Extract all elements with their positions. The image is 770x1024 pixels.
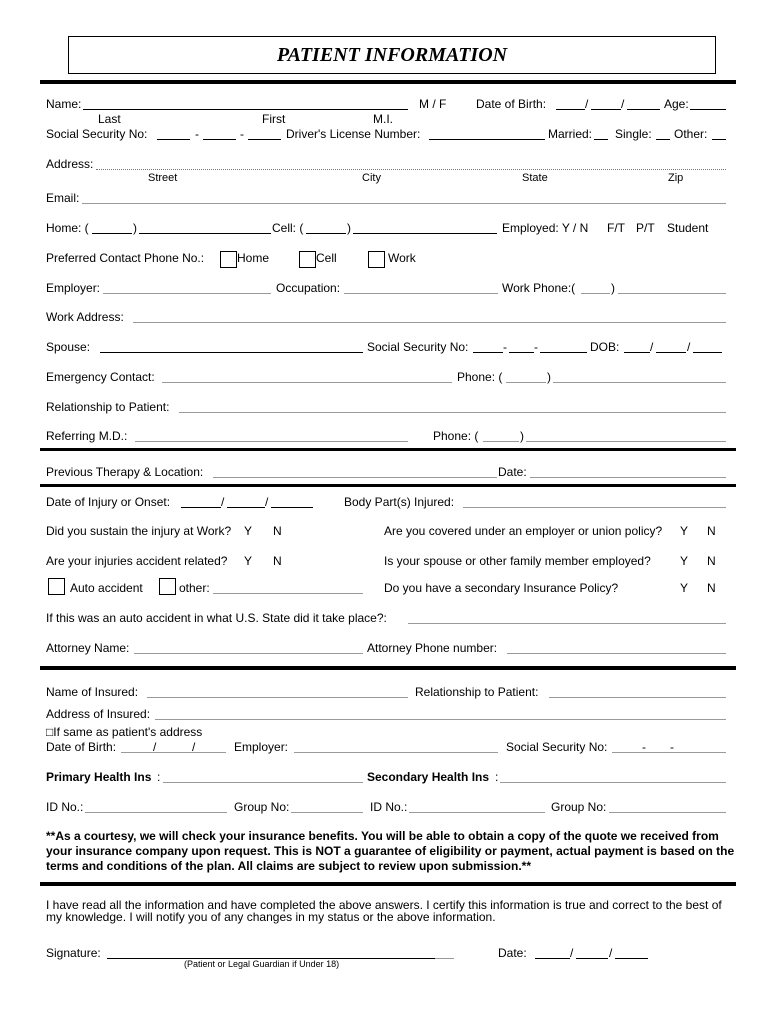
home-phone-field[interactable] — [139, 233, 271, 234]
auto-accident-label: Auto accident — [70, 581, 143, 595]
spouse-ssn-1[interactable] — [473, 352, 503, 353]
ssn-dash: - — [642, 740, 646, 754]
secondary-id-label: ID No.: — [370, 800, 408, 814]
referring-phone-field[interactable] — [526, 441, 726, 442]
married-field[interactable] — [594, 139, 608, 140]
full-time-option[interactable]: F/T — [607, 221, 625, 235]
home-checkbox[interactable] — [220, 251, 237, 268]
cell-checkbox[interactable] — [299, 251, 316, 268]
employer-field[interactable] — [103, 293, 271, 294]
spouse-ssn-3[interactable] — [540, 352, 587, 353]
attorney-phone-label: Attorney Phone number: — [367, 641, 498, 655]
dob-slash: / — [192, 740, 196, 754]
accident-yes[interactable]: Y — [244, 554, 253, 568]
insured-address-label: Address of Insured: — [46, 707, 151, 721]
section-divider — [40, 448, 736, 451]
colon: : — [495, 770, 499, 784]
secondary-policy-yes[interactable]: Y — [680, 581, 689, 595]
work-area-code-field[interactable] — [581, 293, 610, 294]
body-parts-label: Body Part(s) Injured: — [344, 495, 455, 509]
other-accident-checkbox[interactable] — [159, 578, 176, 595]
dob-slash: / — [153, 740, 157, 754]
secondary-id-field[interactable] — [409, 812, 545, 813]
therapy-date-label: Date: — [498, 465, 527, 479]
relationship-field[interactable] — [179, 412, 726, 413]
section-divider — [40, 80, 736, 84]
primary-group-label: Group No: — [234, 800, 290, 814]
married-label: Married: — [548, 127, 593, 141]
email-label: Email: — [46, 191, 80, 205]
mi-caption: M.I. — [373, 112, 393, 126]
signature-month-field[interactable] — [535, 958, 570, 959]
home-phone-label: Home: ( — [46, 221, 89, 235]
attorney-name-label: Attorney Name: — [46, 641, 130, 655]
address-label: Address: — [46, 157, 94, 171]
paren: ) — [133, 221, 137, 235]
paren: ) — [520, 429, 524, 443]
zip-caption: Zip — [668, 172, 684, 184]
ssn-field-2[interactable] — [203, 139, 236, 140]
dob-day-field[interactable] — [591, 109, 621, 110]
other-label: Other: — [674, 127, 708, 141]
injury-month-field[interactable] — [181, 507, 221, 508]
work-injury-question: Did you sustain the injury at Work? — [46, 524, 232, 538]
page-title: PATIENT INFORMATION — [276, 44, 508, 66]
body-parts-field[interactable] — [463, 507, 726, 508]
address-field[interactable] — [96, 169, 726, 170]
dob-label: Date of Birth: — [476, 97, 547, 111]
signature-note: (Patient or Legal Guardian if Under 18) — [184, 959, 340, 969]
insured-name-label: Name of Insured: — [46, 685, 139, 699]
ssn-field-3[interactable] — [248, 139, 281, 140]
insured-employer-field[interactable] — [294, 752, 498, 753]
emergency-contact-field[interactable] — [162, 382, 452, 383]
injury-day-field[interactable] — [227, 507, 265, 508]
certification-statement: I have read all the information and have completed the above answers. I certify this information is true and correct to the best of my knowledge. I will notify you of any changes in my status or the above information. — [46, 898, 722, 924]
ssn-dash: - — [670, 740, 674, 754]
license-label: Driver's License Number: — [286, 127, 421, 141]
preferred-contact-label: Preferred Contact Phone No.: — [46, 251, 205, 265]
secondary-policy-question: Do you have a secondary Insurance Policy? — [384, 581, 619, 595]
state-caption: State — [522, 172, 548, 184]
relationship-label: Relationship to Patient: — [46, 400, 170, 414]
section-divider — [40, 882, 736, 886]
signature-label: Signature: — [46, 946, 101, 960]
employer-policy-question: Are you covered under an employer or union policy? — [384, 524, 663, 538]
name-field[interactable] — [83, 109, 408, 110]
home-area-code-field[interactable] — [92, 233, 132, 234]
insured-employer-label: Employer: — [234, 740, 289, 754]
emergency-phone-field[interactable] — [553, 382, 726, 383]
age-field[interactable] — [690, 109, 726, 110]
primary-id-field[interactable] — [85, 812, 227, 813]
spouse-ssn-2[interactable] — [509, 352, 534, 353]
part-time-option[interactable]: P/T — [636, 221, 655, 235]
cell-phone-field[interactable] — [353, 233, 497, 234]
single-label: Single: — [615, 127, 652, 141]
secondary-policy-no[interactable]: N — [707, 581, 716, 595]
referring-md-label: Referring M.D.: — [46, 429, 128, 443]
secondary-ins-label: Secondary Health Ins — [367, 770, 490, 784]
therapy-field[interactable] — [213, 477, 497, 478]
therapy-date-field[interactable] — [530, 477, 726, 478]
insured-dob-field[interactable] — [121, 752, 226, 753]
spouse-employed-yes[interactable]: Y — [680, 554, 689, 568]
work-address-field[interactable] — [133, 322, 726, 323]
emergency-contact-label: Emergency Contact: — [46, 370, 155, 384]
signature-year-field[interactable] — [615, 958, 648, 959]
other-accident-label: other: — [179, 581, 210, 595]
license-field[interactable] — [429, 139, 545, 140]
employed-label: Employed: Y / N — [502, 221, 589, 235]
courtesy-notice: **As a courtesy, we will check your insurance benefits. You will be able to obtain a copy of the quote we received from your insurance company upon request. This is NOT a guarantee of eligibility or payment, actual payment is based on the terms and conditions of the plan. All claims are subject to review upon submission.** — [46, 829, 735, 873]
attorney-name-field[interactable] — [134, 653, 363, 654]
work-injury-yes[interactable]: Y — [244, 524, 253, 538]
referring-area-code-field[interactable] — [483, 441, 519, 442]
paren: ) — [547, 370, 551, 384]
signature-date-label: Date: — [498, 946, 527, 960]
secondary-group-field[interactable] — [609, 812, 726, 813]
employer-label: Employer: — [46, 281, 101, 295]
insured-relationship-field[interactable] — [549, 697, 726, 698]
work-phone-label: Work Phone:( — [502, 281, 576, 295]
dob-month-field[interactable] — [556, 109, 585, 110]
spouse-label: Spouse: — [46, 340, 91, 354]
spouse-dob-label: DOB: — [590, 340, 620, 354]
primary-group-field[interactable] — [291, 812, 363, 813]
employer-policy-no[interactable]: N — [707, 524, 716, 538]
colon: : — [157, 770, 161, 784]
signature-field-tail — [435, 958, 454, 959]
paren: ) — [347, 221, 351, 235]
referring-phone-label: Phone: ( — [433, 429, 479, 443]
ssn-field-1[interactable] — [157, 139, 190, 140]
ssn-dash: - — [240, 127, 244, 141]
injury-date-label: Date of Injury or Onset: — [46, 495, 171, 509]
insured-name-field[interactable] — [147, 697, 408, 698]
cell-phone-label: Cell: ( — [272, 221, 304, 235]
other-accident-field[interactable] — [213, 593, 363, 594]
therapy-label: Previous Therapy & Location: — [46, 465, 204, 479]
accident-no[interactable]: N — [273, 554, 282, 568]
spouse-employed-question: Is your spouse or other family member employed? — [384, 554, 651, 568]
work-phone-field[interactable] — [618, 293, 726, 294]
spouse-dob-month[interactable] — [624, 352, 650, 353]
spouse-dob-day[interactable] — [656, 352, 686, 353]
age-label: Age: — [664, 97, 689, 111]
dob-year-field[interactable] — [627, 109, 660, 110]
primary-ins-label: Primary Health Ins — [46, 770, 152, 784]
work-injury-no[interactable]: N — [273, 524, 282, 538]
cell-option-label: Cell — [316, 251, 337, 265]
email-field[interactable] — [82, 203, 726, 204]
accident-state-question: If this was an auto accident in what U.S. State did it take place?: — [46, 611, 387, 625]
injury-year-field[interactable] — [271, 507, 313, 508]
work-option-label: Work — [388, 251, 416, 265]
insured-relationship-label: Relationship to Patient: — [415, 685, 539, 699]
secondary-ins-field[interactable] — [500, 782, 726, 783]
insured-dob-label: Date of Birth: — [46, 740, 117, 754]
paren: ) — [611, 281, 615, 295]
sex-label: M / F — [419, 97, 447, 111]
student-option[interactable]: Student — [667, 221, 709, 235]
accident-question: Are your injuries accident related? — [46, 554, 228, 568]
secondary-group-label: Group No: — [551, 800, 607, 814]
signature-day-field[interactable] — [576, 958, 608, 959]
insured-address-field[interactable] — [155, 719, 726, 720]
spouse-dob-year[interactable] — [693, 352, 722, 353]
spouse-ssn-label: Social Security No: — [367, 340, 469, 354]
home-option-label: Home — [237, 251, 270, 265]
single-field[interactable] — [656, 139, 670, 140]
section-divider — [40, 666, 736, 670]
cell-area-code-field[interactable] — [306, 233, 346, 234]
occupation-field[interactable] — [344, 293, 498, 294]
work-address-label: Work Address: — [46, 310, 124, 324]
spouse-employed-no[interactable]: N — [707, 554, 716, 568]
auto-accident-checkbox[interactable] — [48, 578, 65, 595]
primary-id-label: ID No.: — [46, 800, 84, 814]
insured-ssn-field[interactable] — [612, 752, 726, 753]
spouse-field[interactable] — [100, 352, 363, 353]
occupation-label: Occupation: — [276, 281, 341, 295]
name-label: Name: — [46, 97, 82, 111]
same-address-checkbox[interactable]: □If same as patient's address — [46, 725, 203, 739]
insured-ssn-label: Social Security No: — [506, 740, 608, 754]
referring-md-field[interactable] — [135, 441, 408, 442]
emergency-area-code-field[interactable] — [506, 382, 546, 383]
work-checkbox[interactable] — [368, 251, 385, 268]
last-caption: Last — [98, 112, 121, 126]
employer-policy-yes[interactable]: Y — [680, 524, 689, 538]
emergency-phone-label: Phone: ( — [457, 370, 503, 384]
first-caption: First — [262, 112, 286, 126]
other-field[interactable] — [712, 139, 726, 140]
ssn-label: Social Security No: — [46, 127, 148, 141]
primary-ins-field[interactable] — [163, 782, 363, 783]
accident-state-field[interactable] — [408, 623, 726, 624]
section-divider — [40, 484, 736, 487]
title-box — [68, 36, 716, 74]
street-caption: Street — [148, 172, 178, 184]
ssn-dash: - — [195, 127, 199, 141]
attorney-phone-field[interactable] — [507, 653, 726, 654]
city-caption: City — [362, 172, 381, 184]
